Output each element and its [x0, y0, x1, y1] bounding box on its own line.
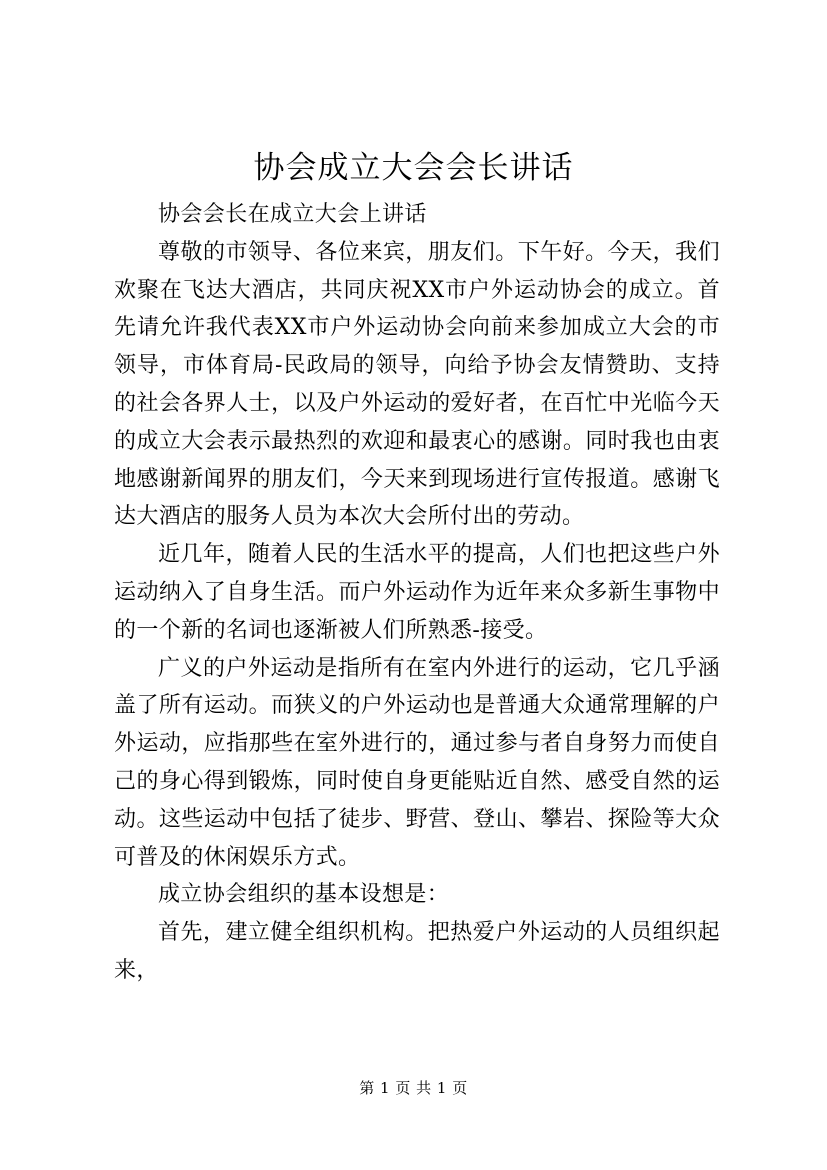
paragraph-greeting: 尊敬的市领导、各位来宾，朋友们。下午好。今天，我们欢聚在飞达大酒店，共同庆祝XX市户外运动协会的成立。首先请允许我代表XX市户外运动协会向前来参加成立大会的市领导，市体育局-民政局的领导，向给予协会友情赞助、支持的社会各界人士，以及户外运动的爱好者，在百忙中光临今天的成立大会表示最热烈的欢迎和最衷心的感谢。同时我也由衷地感谢新闻界的朋友们，今天来到现场进行宣传报道。感谢飞达大酒店的服务人员为本次大会所付出的劳动。 [114, 239, 720, 530]
page-footer: 第 1 页 共 1 页 [359, 1079, 468, 1097]
paragraph-plan-intro: 成立协会组织的基本设想是： [158, 882, 450, 908]
paragraph-plan-first: 首先，建立健全组织机构。把热爱户外运动的人员组织起来， [114, 920, 720, 983]
paragraph-definition: 广义的户外运动是指所有在室内外进行的运动，它几乎涵盖了所有运动。而狭义的户外运动也是普通大众通常理解的户外运动，应指那些在室外进行的，通过参与者自身努力而使自己的身心得到锻炼，同时使自身更能贴近自然、感受自然的运动。这些运动中包括了徒步、野营、登山、攀岩、探险等大众可普及的休闲娱乐方式。 [114, 655, 720, 870]
document-title: 协会成立大会会长讲话 [253, 150, 574, 186]
document-body [114, 196, 720, 990]
paragraph-background: 近几年，随着人民的生活水平的提高，人们也把这些户外运动纳入了自身生活。而户外运动作为近年来众多新生事物中的一个新的名词也逐渐被人们所熟悉-接受。 [114, 542, 720, 643]
paragraph-subtitle: 协会会长在成立大会上讲话 [158, 202, 427, 227]
